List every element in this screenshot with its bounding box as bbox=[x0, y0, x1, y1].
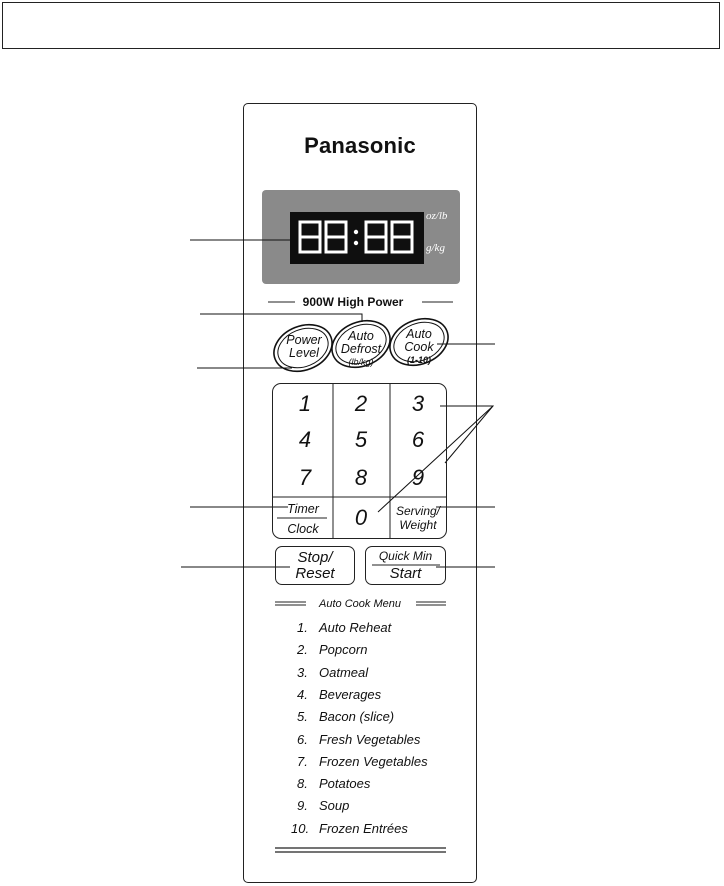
key-7[interactable]: 7 bbox=[298, 465, 312, 490]
auto-defrost-label-3: (lb/kg) bbox=[348, 357, 374, 367]
menu-item-number: 5. bbox=[297, 709, 308, 724]
menu-item bbox=[297, 798, 349, 813]
unit-g-kg: g/kg bbox=[426, 242, 445, 254]
serving-label: Serving/ bbox=[395, 504, 441, 518]
auto-cook-label-2: Cook bbox=[404, 340, 434, 354]
menu-item bbox=[297, 687, 381, 702]
auto-cook-label-3: (1-10) bbox=[406, 355, 431, 365]
clock-button[interactable]: Clock bbox=[287, 522, 319, 536]
key-8[interactable]: 8 bbox=[354, 465, 368, 490]
menu-item-number: 8. bbox=[297, 776, 308, 791]
power-level-label-1: Power bbox=[286, 333, 322, 347]
quick-min-start-button[interactable] bbox=[365, 546, 446, 585]
key-1[interactable]: 1 bbox=[298, 391, 312, 416]
menu-item-label: Frozen Vegetables bbox=[319, 754, 428, 769]
power-level-button[interactable] bbox=[282, 334, 326, 360]
key-3[interactable]: 3 bbox=[411, 391, 425, 416]
auto-defrost-label-1: Auto bbox=[348, 329, 374, 343]
menu-item-label: Oatmeal bbox=[319, 665, 369, 680]
quick-min-label: Quick Min bbox=[378, 549, 433, 563]
auto-cook-button[interactable] bbox=[396, 328, 442, 367]
unit-oz-lb: oz/lb bbox=[426, 210, 448, 222]
auto-cook-label-1: Auto bbox=[406, 327, 432, 341]
auto-defrost-label-2: Defrost bbox=[340, 342, 382, 356]
stop-label: Stop/ bbox=[297, 549, 333, 566]
start-label: Start bbox=[389, 565, 422, 582]
brand-logo: Panasonic bbox=[304, 133, 416, 158]
menu-item-label: Fresh Vegetables bbox=[319, 732, 421, 747]
menu-item bbox=[291, 821, 408, 836]
menu-item-number: 3. bbox=[297, 665, 308, 680]
menu-item bbox=[297, 776, 370, 791]
auto-defrost-button[interactable] bbox=[338, 330, 384, 369]
menu-item-number: 4. bbox=[297, 687, 308, 702]
menu-item bbox=[297, 620, 391, 635]
menu-item-number: 9. bbox=[297, 798, 308, 813]
menu-item-label: Bacon (slice) bbox=[319, 709, 395, 724]
menu-item bbox=[297, 754, 428, 769]
key-2[interactable]: 2 bbox=[354, 391, 368, 416]
menu-item-label: Frozen Entrées bbox=[319, 821, 408, 836]
menu-item-number: 10. bbox=[291, 821, 310, 836]
reset-label: Reset bbox=[295, 565, 335, 582]
key-9[interactable]: 9 bbox=[411, 465, 425, 490]
menu-item-number: 7. bbox=[297, 754, 308, 769]
menu-item bbox=[297, 642, 367, 657]
menu-title: Auto Cook Menu bbox=[319, 598, 401, 610]
weight-label: Weight bbox=[399, 518, 437, 532]
power-rating-label: 900W High Power bbox=[302, 295, 404, 309]
timer-button[interactable]: Timer bbox=[287, 502, 319, 516]
menu-item bbox=[297, 665, 368, 680]
menu-item-label: Soup bbox=[319, 798, 350, 813]
menu-item-label: Beverages bbox=[319, 687, 382, 702]
menu-item-number: 6. bbox=[297, 732, 308, 747]
key-0[interactable]: 0 bbox=[354, 505, 368, 530]
serving-weight-button[interactable] bbox=[390, 504, 446, 532]
menu-item-number: 2. bbox=[297, 642, 308, 657]
menu-item-label: Popcorn bbox=[319, 642, 368, 657]
menu-item bbox=[297, 732, 420, 747]
menu-item-label: Auto Reheat bbox=[319, 620, 392, 635]
menu-item bbox=[297, 709, 394, 724]
key-5[interactable]: 5 bbox=[354, 427, 368, 452]
stop-reset-button[interactable] bbox=[275, 546, 355, 585]
key-6[interactable]: 6 bbox=[411, 427, 425, 452]
menu-item-label: Potatoes bbox=[319, 776, 371, 791]
power-level-label-2: Level bbox=[289, 346, 319, 360]
menu-item-number: 1. bbox=[297, 620, 308, 635]
key-4[interactable]: 4 bbox=[298, 427, 312, 452]
